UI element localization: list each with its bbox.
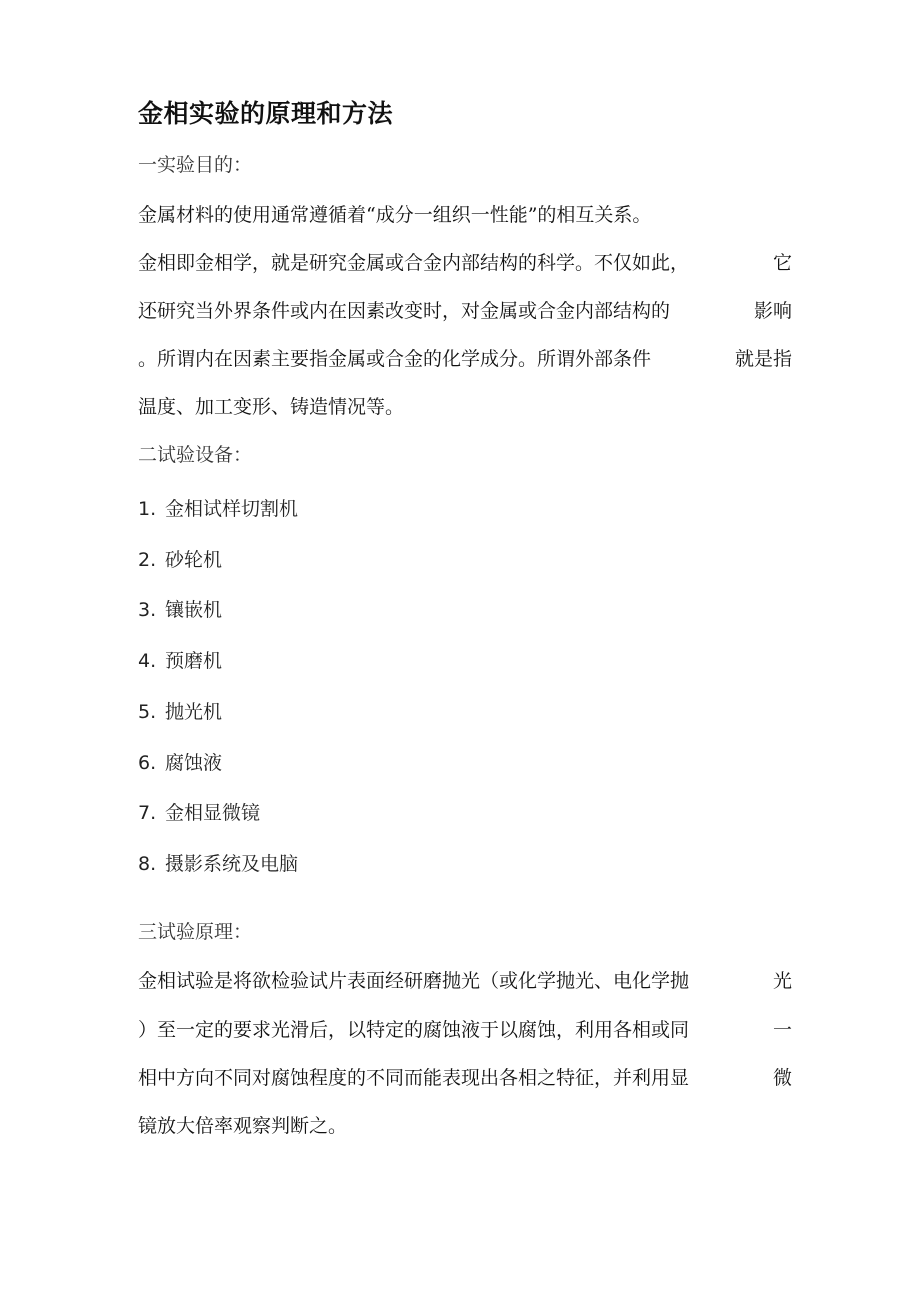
- list-item: [138, 494, 298, 521]
- line-text: 温度、加工变形、铸造情况等。: [138, 396, 405, 418]
- line-text: 金相试验是将欲检验试片表面经研磨抛光（或化学抛光、电化学抛: [138, 970, 690, 992]
- paragraph-line: [138, 248, 792, 275]
- list-number: 3.: [138, 599, 157, 621]
- list-text: 金相试样切割机: [165, 498, 299, 520]
- list-item: [138, 595, 222, 622]
- list-text: 镶嵌机: [165, 599, 223, 621]
- list-number: 5.: [138, 701, 157, 723]
- line-text: 相中方向不同对腐蚀程度的不同而能表现出各相之特征，并利用显: [138, 1067, 690, 1089]
- line-text-tail: 一: [772, 1019, 792, 1041]
- list-item: [138, 545, 222, 572]
- line-text-tail: 就是指: [734, 348, 792, 370]
- list-text: 摄影系统及电脑: [165, 853, 299, 875]
- paragraph-line: 金属材料的使用通常遵循着“成分一组织一性能”的相互关系。: [138, 204, 652, 226]
- list-text: 砂轮机: [165, 549, 223, 571]
- list-item: [138, 646, 222, 673]
- line-text: 还研究当外界条件或内在因素改变时，对金属或合金内部结构的: [138, 300, 671, 322]
- line-text-tail: 微: [772, 1067, 792, 1089]
- line-text: 。所谓内在因素主要指金属或合金的化学成分。所谓外部条件: [138, 348, 652, 370]
- paragraph-line: [138, 344, 792, 371]
- list-item: [138, 748, 222, 775]
- list-item: [138, 849, 298, 876]
- line-text: 镜放大倍率观察判断之。: [138, 1115, 348, 1137]
- paragraph-line: [138, 1111, 792, 1138]
- line-text: 金相即金相学，就是研究金属或合金内部结构的科学。不仅如此，: [138, 252, 690, 274]
- paragraph-line: [138, 1063, 792, 1090]
- line-text-tail: 影响: [753, 300, 792, 322]
- paragraph-line: [138, 966, 792, 993]
- paragraph-line: [138, 392, 792, 419]
- line-text: ）至一定的要求光滑后，以特定的腐蚀液于以腐蚀，利用各相或同: [138, 1019, 690, 1041]
- list-number: 1.: [138, 498, 157, 520]
- list-number: 8.: [138, 853, 157, 875]
- list-item: [138, 798, 260, 825]
- list-text: 金相显微镜: [165, 802, 261, 824]
- list-text: 腐蚀液: [165, 752, 223, 774]
- list-item: [138, 697, 222, 724]
- section-heading-principle: 三试验原理：: [138, 921, 253, 943]
- section-heading-equipment: 二试验设备：: [138, 444, 253, 466]
- list-number: 7.: [138, 802, 157, 824]
- section-heading-purpose: 一实验目的：: [138, 154, 253, 176]
- list-number: 4.: [138, 650, 157, 672]
- list-number: 2.: [138, 549, 157, 571]
- line-text-tail: 光: [772, 970, 792, 992]
- list-text: 抛光机: [165, 701, 223, 723]
- paragraph-line: [138, 1015, 792, 1042]
- line-text-tail: 它: [772, 252, 792, 274]
- list-number: 6.: [138, 752, 157, 774]
- paragraph-line: [138, 296, 792, 323]
- list-text: 预磨机: [165, 650, 223, 672]
- document-title: 金相实验的原理和方法: [138, 99, 394, 128]
